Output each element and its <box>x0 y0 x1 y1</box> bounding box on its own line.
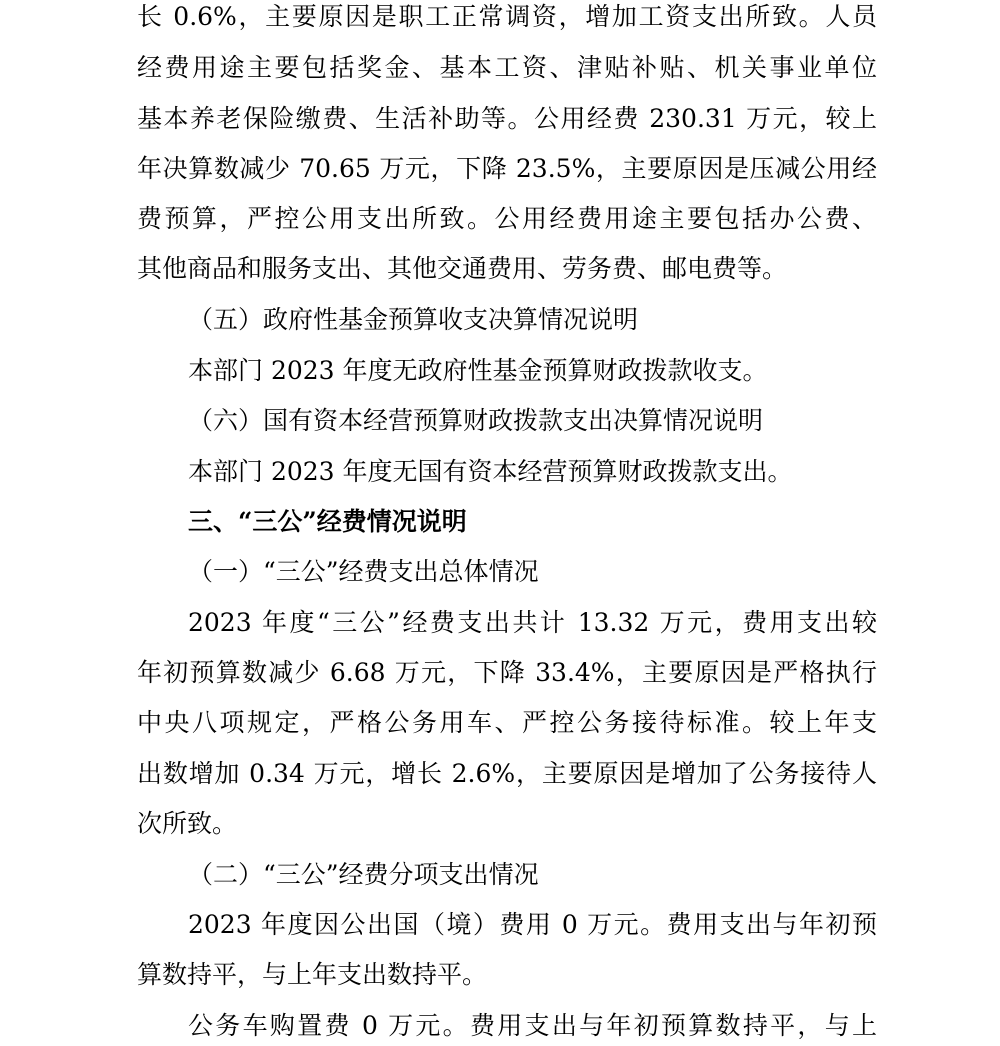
chapter-heading-3: 三、“三公”经费情况说明 <box>188 507 467 536</box>
body-text-line: 年初预算数减少 6.68 万元，下降 33.4%，主要原因是严格执行 <box>137 658 877 687</box>
body-text-line: 经费用途主要包括奖金、基本工资、津贴补贴、机关事业单位 <box>137 53 877 82</box>
section-heading-1: （一）“三公”经费支出总体情况 <box>188 557 539 586</box>
body-text-line: 基本养老保险缴费、生活补助等。公用经费 230.31 万元，较上 <box>137 104 877 133</box>
body-text-line: 次所致。 <box>137 809 238 838</box>
body-text-line: 2023 年度因公出国（境）费用 0 万元。费用支出与年初预 <box>188 910 877 939</box>
body-text-line: 2023 年度“三公”经费支出共计 13.32 万元，费用支出较 <box>188 608 877 637</box>
body-text-line: 算数持平，与上年支出数持平。 <box>137 960 488 989</box>
body-text-line: 费预算，严控公用支出所致。公用经费用途主要包括办公费、 <box>137 204 877 233</box>
body-text-line: 中央八项规定，严格公务用车、严控公务接待标准。较上年支 <box>137 708 877 737</box>
body-text-line: 公务车购置费 0 万元。费用支出与年初预算数持平，与上 <box>188 1011 877 1040</box>
section-heading-2: （二）“三公”经费分项支出情况 <box>188 860 539 889</box>
body-text-line: 其他商品和服务支出、其他交通费用、劳务费、邮电费等。 <box>137 254 788 283</box>
body-text-line: 出数增加 0.34 万元，增长 2.6%，主要原因是增加了公务接待人 <box>137 759 877 788</box>
section-heading-5: （五）政府性基金预算收支决算情况说明 <box>188 305 639 334</box>
body-text-line: 本部门 2023 年度无国有资本经营预算财政拨款支出。 <box>188 457 793 486</box>
body-text-line: 年决算数减少 70.65 万元，下降 23.5%，主要原因是压减公用经 <box>137 154 877 183</box>
section-heading-6: （六）国有资本经营预算财政拨款支出决算情况说明 <box>188 406 764 435</box>
body-text-line: 长 0.6%，主要原因是职工正常调资，增加工资支出所致。人员 <box>137 2 877 31</box>
body-text-line: 本部门 2023 年度无政府性基金预算财政拨款收支。 <box>188 356 768 385</box>
